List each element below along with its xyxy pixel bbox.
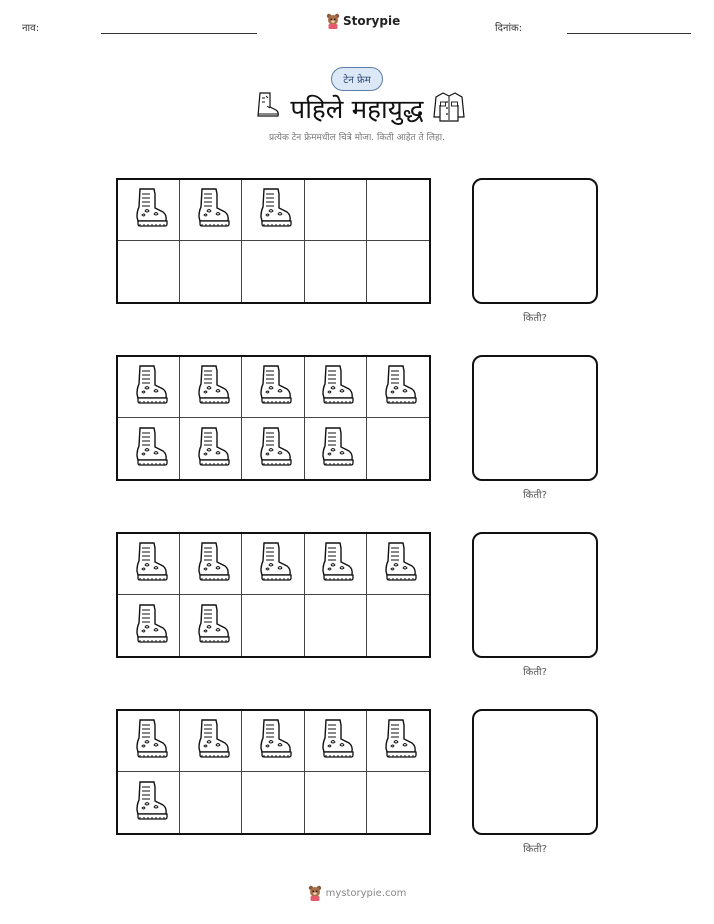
page-title: पहिले महायुद्ध bbox=[290, 95, 424, 125]
ten-frame-cell bbox=[180, 418, 242, 479]
ten-frame-cell bbox=[367, 711, 429, 772]
ten-frame bbox=[116, 709, 431, 835]
ten-frame-cell bbox=[242, 180, 304, 241]
ten-frame-cell bbox=[180, 357, 242, 418]
ten-frame-cell bbox=[180, 595, 242, 656]
answer-box[interactable] bbox=[472, 355, 598, 481]
ten-frame-cell bbox=[180, 241, 242, 302]
topic-badge: टेन फ्रेम bbox=[331, 67, 383, 91]
boot-icon bbox=[252, 363, 294, 411]
ten-frame-cell bbox=[118, 711, 180, 772]
ten-frame-cell bbox=[305, 180, 367, 241]
ten-frame-cell bbox=[180, 711, 242, 772]
jacket-icon bbox=[432, 90, 466, 122]
ten-frame-cell bbox=[118, 595, 180, 656]
boot-icon bbox=[190, 540, 232, 588]
ten-frame-cell bbox=[118, 534, 180, 595]
boot-icon bbox=[128, 363, 170, 411]
footer bbox=[0, 885, 714, 901]
boot-icon bbox=[314, 363, 356, 411]
ten-frame bbox=[116, 355, 431, 481]
ten-frame-cell bbox=[242, 711, 304, 772]
ten-frame-cell bbox=[118, 180, 180, 241]
answer-box[interactable] bbox=[472, 532, 598, 658]
count-question: किती? bbox=[523, 490, 547, 501]
boot-icon bbox=[128, 717, 170, 765]
answer-box[interactable] bbox=[472, 178, 598, 304]
boot-icon bbox=[190, 602, 232, 650]
boot-icon bbox=[252, 540, 294, 588]
brand-name: Storypie bbox=[343, 14, 401, 28]
boot-icon bbox=[128, 425, 170, 473]
boot-icon bbox=[314, 425, 356, 473]
ten-frame-cell bbox=[118, 357, 180, 418]
date-label: दिनांक: bbox=[495, 23, 523, 34]
ten-frame bbox=[116, 178, 431, 304]
ten-frame-cell bbox=[305, 595, 367, 656]
ten-frame-cell bbox=[367, 180, 429, 241]
name-label: नाव: bbox=[22, 23, 40, 34]
boot-icon bbox=[252, 425, 294, 473]
ten-frame-cell bbox=[367, 772, 429, 833]
boot-icon bbox=[190, 717, 232, 765]
ten-frame bbox=[116, 532, 431, 658]
ten-frame-cell bbox=[242, 357, 304, 418]
ten-frame-cell bbox=[180, 180, 242, 241]
ten-frame-cell bbox=[305, 418, 367, 479]
boot-icon bbox=[128, 779, 170, 827]
ten-frame-cell bbox=[305, 357, 367, 418]
ten-frame-cell bbox=[305, 711, 367, 772]
name-line[interactable] bbox=[101, 33, 257, 34]
ten-frame-cell bbox=[367, 418, 429, 479]
ten-frame-cell bbox=[242, 772, 304, 833]
boot-icon bbox=[252, 717, 294, 765]
answer-box[interactable] bbox=[472, 709, 598, 835]
ten-frame-cell bbox=[367, 534, 429, 595]
count-question: किती? bbox=[523, 667, 547, 678]
boot-icon bbox=[377, 363, 419, 411]
ten-frame-cell bbox=[367, 357, 429, 418]
boot-icon bbox=[190, 363, 232, 411]
ten-frame-cell bbox=[118, 418, 180, 479]
date-line[interactable] bbox=[567, 33, 691, 34]
boot-icon bbox=[128, 540, 170, 588]
boot-icon bbox=[128, 602, 170, 650]
boot-icon bbox=[128, 186, 170, 234]
boot-icon bbox=[377, 540, 419, 588]
ten-frame-cell bbox=[242, 534, 304, 595]
ten-frame-cell bbox=[242, 241, 304, 302]
boot-icon bbox=[377, 717, 419, 765]
ten-frame-cell bbox=[180, 534, 242, 595]
boot-icon bbox=[314, 717, 356, 765]
boot-icon bbox=[252, 186, 294, 234]
boot-icon bbox=[314, 540, 356, 588]
ten-frame-cell bbox=[305, 241, 367, 302]
ten-frame-cell bbox=[242, 595, 304, 656]
ten-frame-cell bbox=[305, 534, 367, 595]
boot-icon bbox=[190, 425, 232, 473]
brand-logo bbox=[326, 13, 400, 29]
ten-frame-cell bbox=[367, 241, 429, 302]
boot-icon bbox=[190, 186, 232, 234]
bear-logo-icon bbox=[308, 885, 322, 901]
ten-frame-cell bbox=[118, 241, 180, 302]
footer-url[interactable]: mystorypie.com bbox=[325, 887, 407, 899]
ten-frame-cell bbox=[305, 772, 367, 833]
count-question: किती? bbox=[523, 313, 547, 324]
bear-logo-icon bbox=[326, 13, 340, 29]
ten-frame-cell bbox=[180, 772, 242, 833]
ten-frame-cell bbox=[242, 418, 304, 479]
count-question: किती? bbox=[523, 844, 547, 855]
ten-frame-cell bbox=[118, 772, 180, 833]
ten-frame-cell bbox=[367, 595, 429, 656]
instructions: प्रत्येक टेन फ्रेममधील चित्रे मोजा. किती आहेत ते लिहा. bbox=[269, 133, 445, 143]
